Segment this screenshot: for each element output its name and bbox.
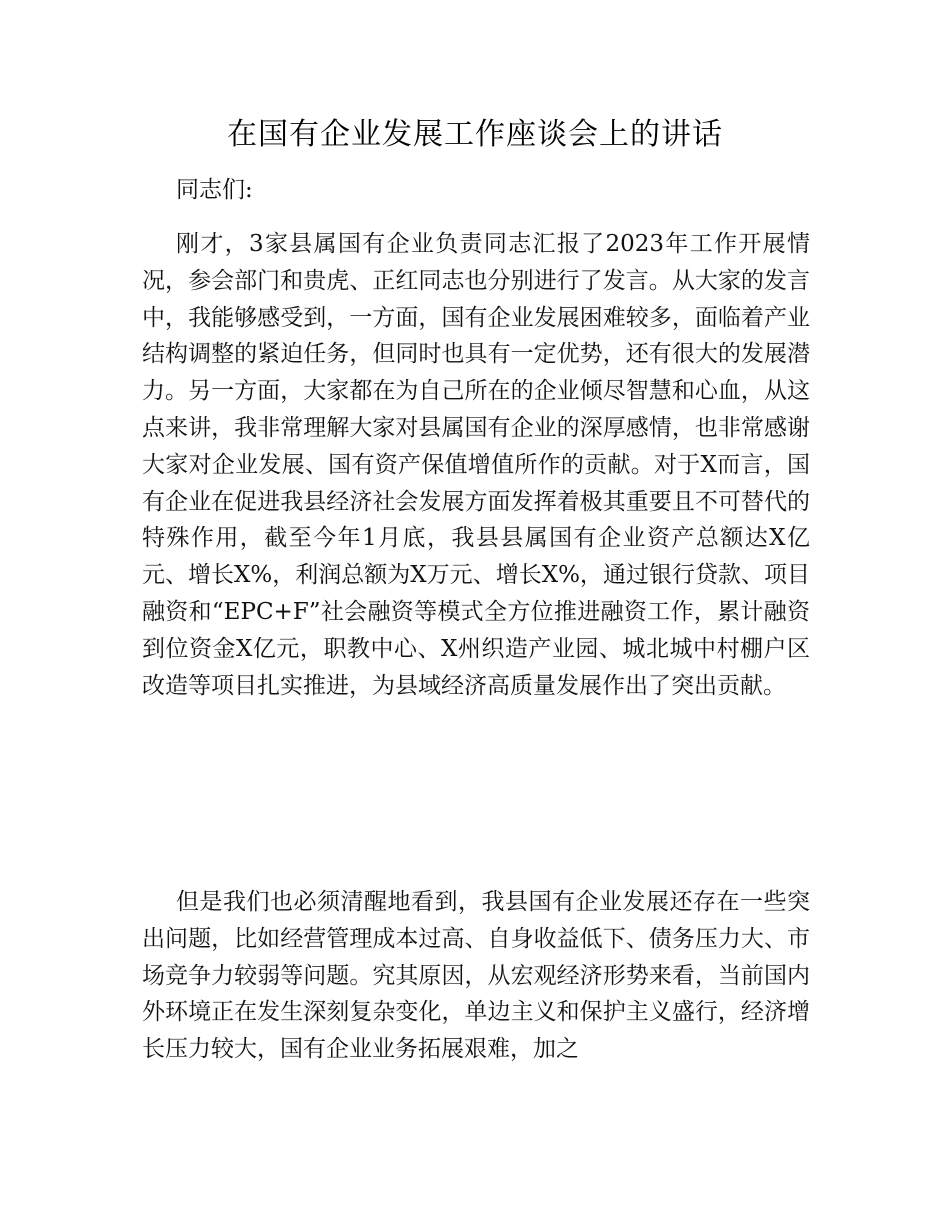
document-title: 在国有企业发展工作座谈会上的讲话 (227, 117, 723, 152)
paragraph-1: 刚才，3家县属国有企业负责同志汇报了2023年工作开展情况，参会部门和贵虎、正红同志也分别进行了发言。从大家的发言中，我能够感受到，一方面，国有企业发展困难较多，面临着产业结构调整的紧迫任务，但同时也具有一定优势，还有很大的发展潜力。另一方面，大家都在为自己所在的企业倾尽智慧和心血，从这点来讲，我非常理解大家对县属国有企业的深厚感情，也非常感谢大家对企业发展、国有资产保值增值所作的贡献。对于X而言，国有企业在促进我县经济社会发展方面发挥着极其重要且不可替代的特殊作用，截至今年1月底，我县县属国有企业资产总额达X亿元、增长X%，利润总额为X万元、增长X%，通过银行贷款、项目融资和“EPC+F”社会融资等模式全方位推进融资工作，累计融资到位资金X亿元，职教中心、X州织造产业园、城北城中村棚户区改造等项目扎实推进，为县域经济高质量发展作出了突出贡献。 (142, 231, 810, 699)
paragraph-2: 但是我们也必须清醒地看到，我县国有企业发展还存在一些突出问题，比如经营管理成本过高、自身收益低下、债务压力大、市场竞争力较弱等问题。究其原因，从宏观经济形势来看，当前国内外环境正在发生深刻复杂变化，单边主义和保护主义盛行，经济增长压力较大，国有企业业务拓展艰难，加之 (142, 889, 810, 1063)
salutation: 同志们: (176, 177, 253, 203)
